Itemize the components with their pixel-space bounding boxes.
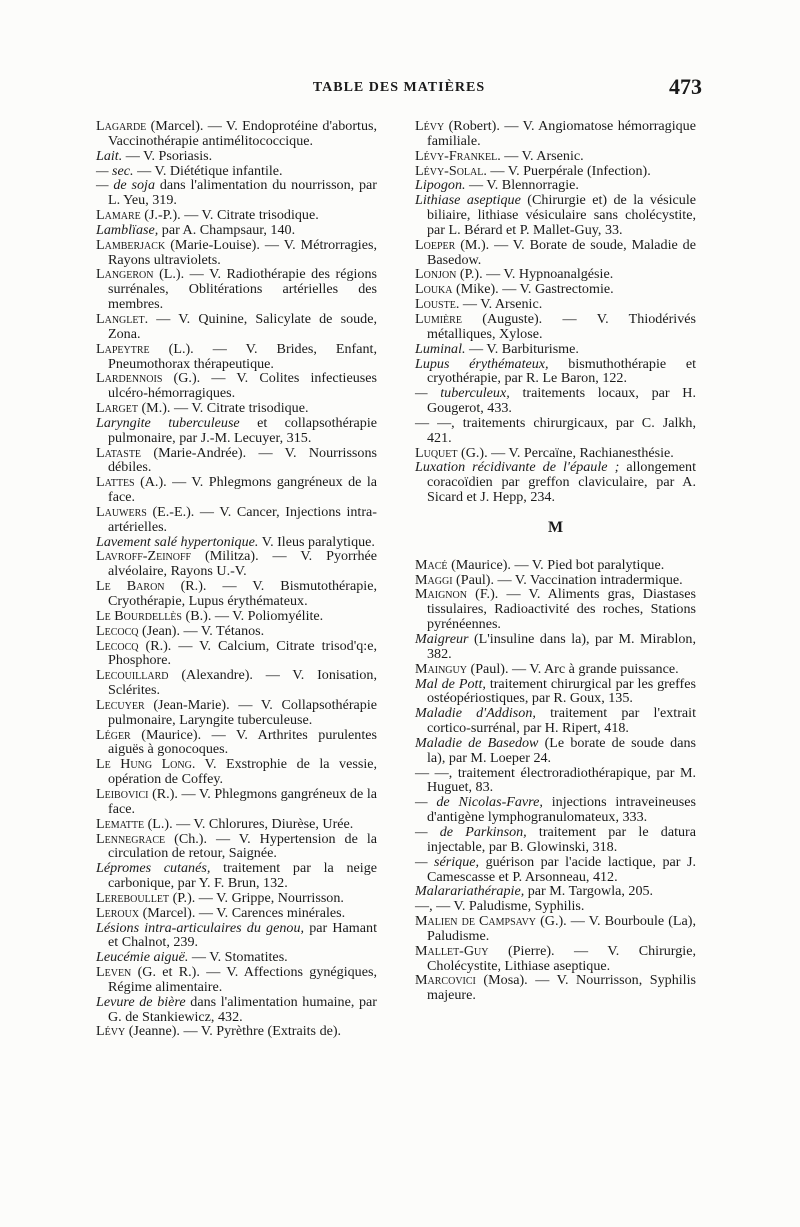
index-entry [96,698,377,728]
index-entry-heading: Lupus érythémateux, [415,355,549,372]
index-entry [415,662,696,677]
index-entry-heading: Maladie d'Addison, [415,705,536,722]
index-entry-text: allongement coracoïdien par greffon claviculaire, par A. Sicard et J. Hepp, 234. [427,459,697,506]
index-entry-text: (R.). — V. Calcium, Citrate trisod'q:e, Phosphore. [108,637,377,669]
index-entry-heading: Maggi [415,571,453,588]
index-entry [415,312,696,342]
index-entry-text: (L.). — V. Radiothérapie des régions surrénales, Oblitérations artérielles des membres. [108,266,377,313]
index-entry-text: (Le borate de soude dans la), par M. Loeper 24. [427,734,696,766]
index-entry [415,282,696,297]
index-entry [415,119,696,149]
index-column-left [96,119,377,1039]
index-entry-heading: Lapeytre [96,340,150,357]
index-entry-heading: Lecocq [96,622,139,639]
index-entry [96,371,377,401]
index-entry-text: (L.). — V. Brides, Enfant, Pneumothorax thérapeutique. [108,340,377,372]
running-title: TABLE DES MATIÈRES [312,80,486,95]
index-entry-heading: Leibovici [96,785,149,802]
index-entry [96,995,377,1025]
index-entry-text: (R.). — V. Bismutothérapie, Cryothérapie, Lupus érythémateux. [108,578,377,609]
index-entry-heading: Leven [96,964,132,981]
index-entry-text: bismuthothérapie et cryothérapie, par R. Le Baron, 122. [427,355,696,387]
index-entry-heading: — —, [415,414,455,431]
index-entry-text: traitement électroradiothérapique, par M. Huguet, 83. [427,764,697,796]
index-entry-heading: Maladie de Basedow [415,734,539,751]
index-entry-text: (G.). — V. Bourboule (La), Paludisme. [427,913,696,944]
page-header [96,74,702,104]
index-entry [96,342,377,372]
index-entry [415,795,696,825]
index-entry [96,579,377,609]
index-entry-heading: Lecuyer [96,696,145,713]
index-entry [96,921,377,951]
index-entry-text: et collapsothérapie pulmonaire, par J.-M. Lecuyer, 315. [108,414,377,446]
index-entry-text: traitements locaux, par H. Gougerot, 433. [427,385,696,417]
index-entry-heading: Malien de Campsavy [415,913,537,930]
index-entry-heading: Levure de bière [96,993,186,1010]
index-entry [96,950,377,965]
index-entry-heading: Lamberjack [96,236,166,253]
index-entry-heading: Loeper [415,236,456,253]
index-entry-heading: — sec. [96,162,134,179]
index-entry-text: V. Ileus paralytique. [258,533,375,550]
index-entry [415,416,696,446]
index-entry [415,825,696,855]
index-entry-heading: Macé [415,556,448,573]
index-entry-text: (J.-P.). — V. Citrate trisodique. [140,207,319,224]
page-number: 473 [669,74,702,99]
index-entry-text: (Mosa). — V. Nourrisson, Syphilis majeure. [427,972,696,1004]
index-entry-text: — V. Paludisme, Syphilis. [432,898,585,915]
index-entry-text: (Militza). — V. Pyorrhée alvéolaire, Rayons U.-V. [108,548,377,580]
index-entry-heading: Lataste [96,444,142,461]
index-entry-text: traitement chirurgical par les greffes ostéopériostiques, par R. Goux, 135. [427,675,696,707]
index-entry-text: (Jean). — V. Tétanos. [138,622,265,639]
index-entry-heading: Langeron [96,266,154,283]
index-entry [415,973,696,1003]
index-entry-heading: Lecouillard [96,667,169,684]
index-entry-heading: — de soja [96,177,155,194]
index-entry-heading: Lardennois [96,370,163,387]
index-entry-text: (Robert). — V. Angiomatose hémorragique familiale. [427,118,696,149]
index-entry-heading: Lattes [96,474,135,491]
index-entry [415,914,696,944]
index-entry-text: injections intraveineuses d'antigène lymphogranulomateux, 333. [427,794,697,826]
index-entry-text: (A.). — V. Phlegmons gangréneux de la face. [108,474,377,506]
index-entry-text: — V. Quinine, Salicylate de soude, Zona. [108,310,377,342]
index-entry [96,178,377,208]
index-entry-heading: Mainguy [415,660,467,677]
index-entry-text: par M. Targowla, 205. [524,883,654,900]
index-entry [96,401,377,416]
index-entry-text: (Chirurgie et) de la vésicule biliaire, lithiase vésiculaire sans cholécystite, par L. Bérard et P. Mallet-Guy, 33. [427,192,696,238]
index-entry [415,587,696,632]
letter-heading: M [547,518,564,536]
index-entry-text: — V. Arsenic. [500,147,584,164]
index-entry [96,832,377,862]
index-entry-text: (G.). — V. Colites infectieuses ulcéro-hémorragiques. [108,370,377,402]
index-entry-heading: Marcovici [415,972,476,989]
index-entry-text: (G.). — V. Percaïne, Rachianesthésie. [457,444,674,461]
index-entry-heading: — de Parkinson, [415,823,527,840]
index-entry [415,855,696,885]
index-entry [415,342,696,357]
index-entry-heading: Lematte [96,815,145,832]
index-entry-heading: Louka [415,281,453,298]
index-entry-text: (L'insuline dans la), par M. Mirablon, 382. [427,631,696,662]
index-entry-text: (M.). — V. Citrate trisodique. [137,400,309,417]
index-entry [415,149,696,164]
index-entry-heading: Lennegrace [96,830,166,847]
index-entry-text: (P.). — V. Grippe, Nourrisson. [169,889,344,906]
index-entry [96,164,377,179]
index-entry-text: (Paul). — V. Vaccination intradermique. [452,571,683,588]
index-entry-text: — V. Stomatites. [188,949,288,966]
index-entry-heading: Lait. [96,147,123,164]
index-entry [96,787,377,817]
index-entry [96,223,377,238]
index-entry-heading: Luquet [415,444,458,461]
index-entry-heading: — de Nicolas-Favre, [415,794,543,811]
index-entry-text: — V. Barbiturisme. [465,340,579,357]
index-entry [415,766,696,796]
index-entry-heading: —, [415,898,433,915]
index-entry [415,164,696,179]
index-entry-text: traitement par la neige carbonique, par Y. F. Brun, 132. [108,860,377,892]
index-entry-heading: Louste. [415,296,460,313]
index-entry-text: (L.). — V. Chlorures, Diurèse, Urée. [144,815,354,832]
index-entry-heading: Lavement salé hypertonique. [96,533,259,550]
index-entry [96,208,377,223]
index-entry [96,505,377,535]
index-entry-heading: Lumière [415,310,462,327]
index-entry-text: traitement par l'extrait cortico-surrénal, par H. Ripert, 418. [427,705,696,737]
index-entry [96,416,377,446]
index-entry-text: (Ch.). — V. Hypertension de la circulation de retour, Saignée. [108,830,377,862]
index-entry-heading: Langlet. [96,310,149,327]
index-entry-text: — V. Psoriasis. [122,147,213,164]
index-entry [96,639,377,669]
index-entry [415,297,696,312]
index-entry-text: V. Exstrophie de la vessie, opération de Coffey. [108,756,378,788]
index-entry [96,728,377,758]
index-entry [96,149,377,164]
index-entry-heading: Lipogon. [415,177,466,194]
index-entry-heading: Lamare [96,207,141,224]
index-entry-heading: Lévy [96,1023,126,1040]
index-entry-heading: Laryngite tuberculeuse [96,414,240,431]
index-entry [415,238,696,268]
index-entry [415,884,696,899]
index-entry-text: traitement par le datura injectable, par B. Glowinski, 318. [427,823,697,855]
index-entry-heading: Leroux [96,904,140,921]
index-entry-heading: Lésions intra-articulaires du genou, [96,919,305,936]
index-entry [415,178,696,193]
index-entry-text: (Maurice). — V. Pied bot paralytique. [447,556,665,573]
index-entry-text: dans l'alimentation humaine, par G. de Stankiewicz, 432. [108,993,377,1025]
index-entry-text: (G. et R.). — V. Affections gynégiques, Régime alimentaire. [108,964,377,995]
index-entry-heading: Mallet-Guy [415,942,489,959]
index-entry [415,677,696,707]
index-entry [415,558,696,573]
index-entry-text: guérison par l'acide lactique, par J. Camescasse et P. Arsonneau, 412. [427,853,696,885]
index-entry-text: (R.). — V. Phlegmons gangréneux de la face. [108,785,377,817]
index-column-right [415,119,696,1003]
index-entry-text: (Alexandre). — V. Ionisation, Sclérites. [108,667,377,699]
index-entry [415,357,696,387]
index-entry-text: (Mike). — V. Gastrectomie. [452,281,614,298]
index-entry-heading: Maigreur [415,631,469,647]
index-entry-heading: Le Bourdellès [96,607,182,624]
index-section-l-continued [415,119,696,505]
index-entry-text: (B.). — V. Poliomyélite. [181,607,324,624]
index-entry-heading: Lithiase aseptique [415,192,521,209]
index-entry-text: (Jean-Marie). — V. Collapsothérapie pulmonaire, Laryngite tuberculeuse. [108,696,377,728]
index-entry-text: par Hamant et Chalnot, 239. [108,919,377,951]
index-entry [96,891,377,906]
index-entry [96,906,377,921]
index-entry-heading: Mal de Pott, [415,675,486,692]
index-entry-text: — V. Puerpérale (Infection). [486,162,651,179]
index-entry [415,632,696,662]
index-entry-heading: — —, [415,764,453,781]
index-entry-text: (M.). — V. Borate de soude, Maladie de Basedow. [427,236,696,268]
index-entry [415,899,696,914]
index-entry [96,668,377,698]
index-entry-heading: Léger [96,726,131,743]
index-entry-text: (Jeanne). — V. Pyrèthre (Extraits de). [125,1023,342,1040]
index-entry-text: par A. Champsaur, 140. [158,221,296,238]
index-entry [415,944,696,974]
index-entry [96,549,377,579]
index-entry-heading: Lereboullet [96,889,170,906]
index-entry-text: (Marcel). — V. Endoprotéine d'abortus, Vaccinothérapie antimélitococcique. [108,118,377,149]
index-entry-text: (Paul). — V. Arc à grande puissance. [466,660,679,677]
index-entry-heading: Maignon [415,586,467,603]
index-entry-text: dans l'alimentation du nourrisson, par L. Yeu, 319. [108,177,378,209]
index-entry [96,267,377,312]
index-entry [96,312,377,342]
index-entry [415,386,696,416]
index-entry [415,267,696,282]
index-entry-text: (Pierre). — V. Chirurgie, Cholécystite, Lithiase aseptique. [427,942,696,974]
index-entry-heading: Lavroff-Zeinoff [96,548,192,565]
index-entry-heading: Malarariathérapie, [415,883,525,900]
index-entry-text: — V. Arsenic. [459,296,543,313]
index-entry-text: (F.). — V. Aliments gras, Diastases tissulaires, Radioactivité des roches, Stations pyrénéennes. [427,586,696,633]
index-entry-heading: Lauwers [96,503,147,520]
index-entry [96,119,377,149]
index-entry-text: (Maurice). — V. Arthrites purulentes aiguës à gonocoques. [108,726,377,758]
index-entry [415,446,696,461]
index-entry-heading: Lecocq [96,637,139,654]
index-entry [96,609,377,624]
index-entry [96,817,377,832]
index-entry-heading: Lagarde [96,118,147,134]
index-entry [96,446,377,476]
index-entry-heading: Luminal. [415,340,466,357]
index-entry-heading: Lamblïase, [96,221,159,238]
index-entry [96,861,377,891]
index-entry [96,1024,377,1039]
index-entry-text: (Marcel). — V. Carences minérales. [139,904,346,921]
index-entry-text: (E.-E.). — V. Cancer, Injections intra-artérielles. [108,503,377,535]
index-entry [415,460,696,505]
index-entry [415,706,696,736]
index-entry [96,965,377,995]
index-entry-text: (Marie-Louise). — V. Métrorragies, Rayons ultraviolets. [108,236,377,268]
index-entry [96,238,377,268]
index-entry-heading: — tuberculeux, [415,385,510,402]
index-entry-heading: — sérique, [415,853,480,870]
index-entry-heading: Larget [96,400,138,417]
index-entry-heading: Lépromes cutanés, [96,860,211,877]
index-entry [96,535,377,550]
index-entry-heading: Luxation récidivante de l'épaule ; [415,459,620,476]
index-entry-heading: Lévy-Frankel. [415,147,501,164]
index-entry-text: (P.). — V. Hypnoanalgésie. [456,266,614,283]
index-entry-text: — V. Diététique infantile. [133,162,283,179]
index-entry-text: (Auguste). — V. Thiodérivés métalliques, Xylose. [427,310,696,342]
index-entry [96,475,377,505]
index-entry-text: (Marie-Andrée). — V. Nourrissons débiles. [108,444,377,476]
index-entry [96,624,377,639]
index-entry-heading: Lonjon [415,266,457,283]
index-entry-text: traitements chirurgicaux, par C. Jalkh, 421. [427,414,697,446]
index-section-m [415,558,696,1003]
index-entry-heading: Le Hung Long. [96,756,196,773]
index-entry [96,757,377,787]
index-entry-heading: Leucémie aiguë. [96,949,189,966]
index-entry [415,573,696,588]
index-entry-heading: Lévy-Solal. [415,162,487,179]
index-entry [415,736,696,766]
index-entry-heading: Lévy [415,118,445,134]
index-entry [415,193,696,238]
index-entry-heading: Le Baron [96,578,165,595]
index-entry-text: — V. Blennorragie. [465,177,579,194]
